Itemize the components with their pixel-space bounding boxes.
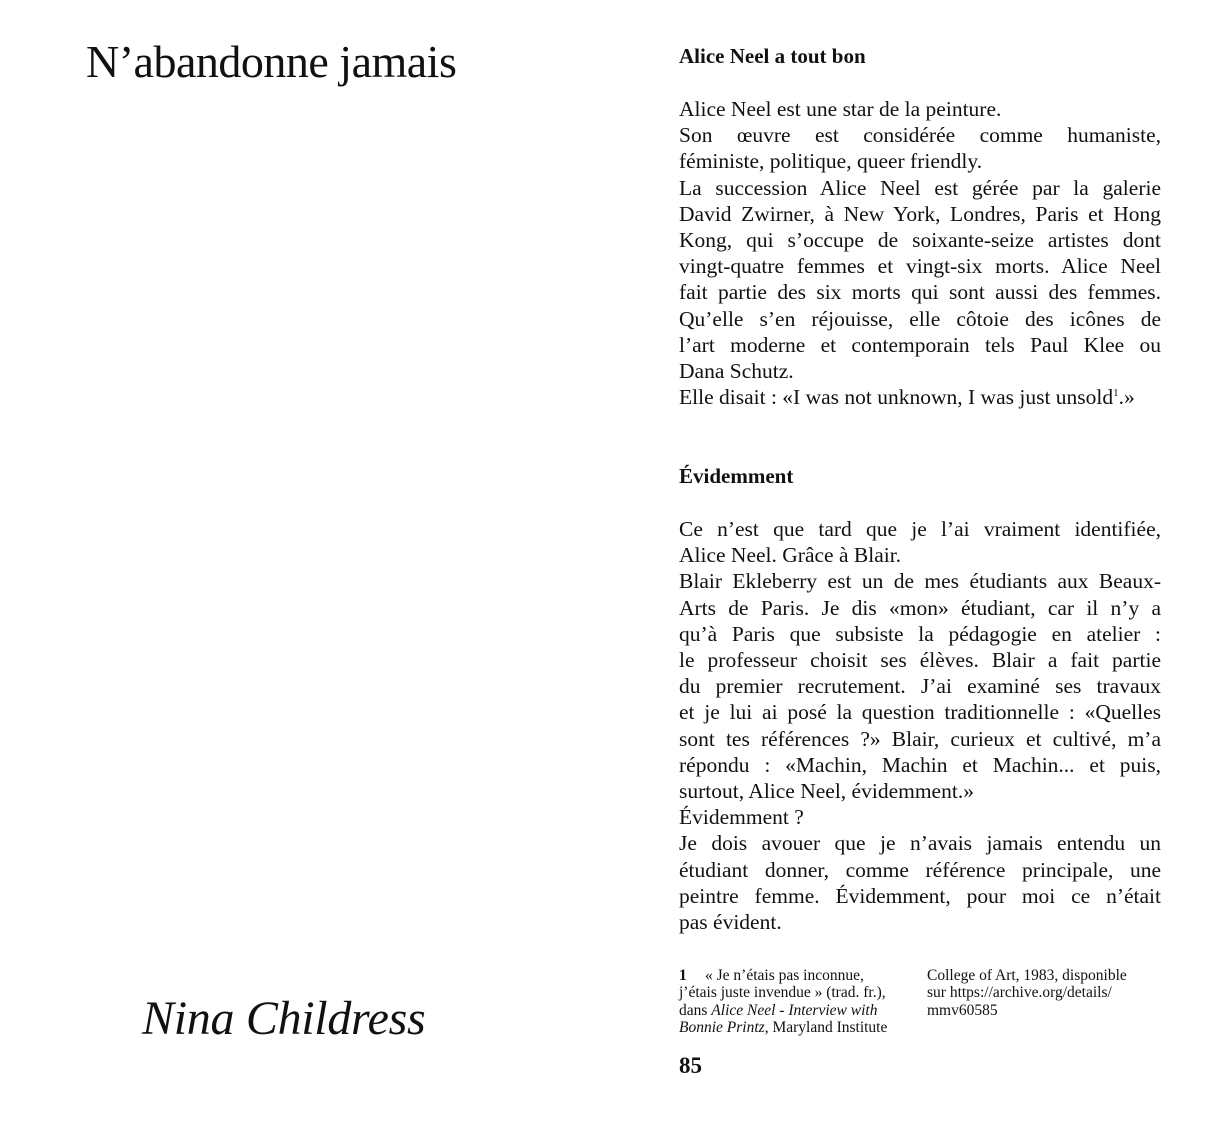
text-line: Alice Neel. Grâce à Blair. bbox=[679, 543, 902, 568]
footnote-number: 1 bbox=[679, 967, 687, 984]
text-line: étudiant donner, comme référence principale, une bbox=[679, 857, 1161, 882]
text-line: le professeur choisit ses élèves. Blair a fait partie bbox=[679, 648, 1161, 673]
text-line: et je lui ai posé la question traditionnelle : «Quelles bbox=[679, 700, 1161, 725]
text-line-with-footnote bbox=[679, 384, 1161, 410]
text-line: Évidemment ? bbox=[679, 805, 804, 830]
text-line: Arts de Paris. Je dis «mon» étudiant, car il n’y a bbox=[679, 595, 1161, 620]
text-line: Blair Ekleberry est un de mes étudiants aux Beaux- bbox=[679, 569, 1161, 594]
text-line: peintre femme. Évidemment, pour moi ce n’était bbox=[679, 883, 1161, 908]
footnote-line: Bonnie Printz, Maryland Institute bbox=[679, 1018, 888, 1036]
text-line: La succession Alice Neel est gérée par la galerie bbox=[679, 175, 1161, 200]
author-name: Nina Childress bbox=[142, 992, 426, 1045]
page-title: N’abandonne jamais bbox=[86, 36, 457, 87]
text-line: féministe, politique, queer friendly. bbox=[679, 149, 983, 174]
quote-close: .» bbox=[1118, 385, 1135, 410]
text-line: Kong, qui s’occupe de soixante-seize artistes dont bbox=[679, 228, 1161, 253]
footnote-line: j’étais juste invendue » (trad. fr.), bbox=[679, 984, 886, 1002]
section-body-alice-neel bbox=[679, 96, 1161, 410]
text-line: qu’à Paris que subsiste la pédagogie en atelier : bbox=[679, 621, 1161, 646]
cited-work-title: Bonnie Printz bbox=[679, 1018, 765, 1036]
footnote-column-2 bbox=[927, 967, 1167, 1019]
footnote-line: 1 « Je n’étais pas inconnue, bbox=[679, 967, 864, 984]
section-heading-evidemment: Évidemment bbox=[679, 464, 794, 488]
quote-text: Elle disait : «I was not unknown, I was just unsold bbox=[679, 385, 1114, 410]
cited-work-title: Alice Neel - Interview with bbox=[711, 1001, 878, 1019]
footnote-url[interactable]: sur https://archive.org/details/ bbox=[927, 984, 1112, 1002]
page-number: 85 bbox=[679, 1053, 702, 1078]
section-heading-alice-neel: Alice Neel a tout bon bbox=[679, 44, 866, 68]
text-line: surtout, Alice Neel, évidemment.» bbox=[679, 779, 974, 804]
section-body-evidemment bbox=[679, 516, 1161, 935]
text-line: fait partie des six morts qui sont aussi des femmes. bbox=[679, 280, 1161, 305]
text-line: Qu’elle s’en réjouisse, elle côtoie des icônes de bbox=[679, 306, 1161, 331]
footnote-line: dans Alice Neel - Interview with bbox=[679, 1001, 878, 1019]
text-line: Ce n’est que tard que je l’ai vraiment identifiée, bbox=[679, 517, 1161, 541]
text-line: Je dois avouer que je n’avais jamais entendu un bbox=[679, 831, 1161, 856]
text-line: Son œuvre est considérée comme humaniste, bbox=[679, 123, 1161, 148]
text-line: l’art moderne et contemporain tels Paul Klee ou bbox=[679, 332, 1161, 357]
text-line: vingt-quatre femmes et vingt-six morts. Alice Neel bbox=[679, 254, 1161, 279]
footnote-reference: 1 bbox=[1113, 387, 1119, 400]
text-line: sont tes références ?» Blair, curieux et cultivé, m’a bbox=[679, 726, 1161, 751]
footnote-line: College of Art, 1983, disponible bbox=[927, 967, 1127, 984]
text-line: du premier recrutement. J’ai examiné ses travaux bbox=[679, 674, 1161, 699]
text-line: pas évident. bbox=[679, 910, 782, 935]
text-line: répondu : «Machin, Machin et Machin... et puis, bbox=[679, 752, 1161, 777]
footnote-column-1 bbox=[679, 967, 911, 1036]
text-line: Dana Schutz. bbox=[679, 359, 794, 384]
text-line: Alice Neel est une star de la peinture. bbox=[679, 97, 1002, 121]
text-line: David Zwirner, à New York, Londres, Paris et Hong bbox=[679, 201, 1161, 226]
footnote-line: mmv60585 bbox=[927, 1001, 998, 1019]
